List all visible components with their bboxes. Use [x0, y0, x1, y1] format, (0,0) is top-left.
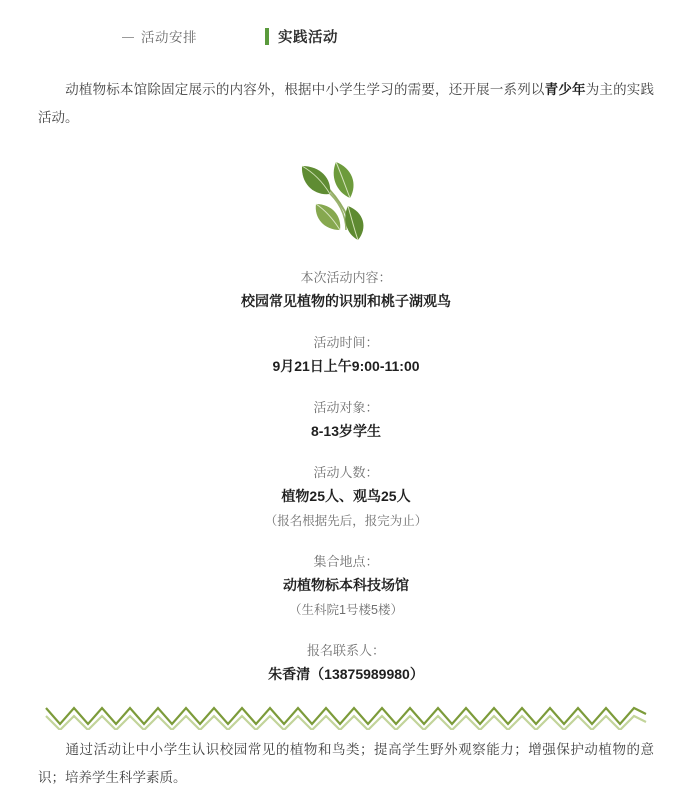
footer-paragraph	[0, 730, 692, 792]
info-label: 活动人数：	[313, 465, 379, 480]
info-value: 朱香清（13875989980）	[268, 666, 424, 682]
breadcrumb-label[interactable]: 活动安排	[141, 30, 197, 45]
activity-info-list	[0, 266, 692, 687]
page-title: 实践活动	[278, 29, 338, 46]
info-block	[0, 396, 692, 444]
info-value: 校园常见植物的识别和桃子湖观鸟	[241, 293, 451, 309]
footer-text-content: 通过活动让中小学生认识校园常见的植物和鸟类；提高学生野外观察能力；增强保护动植物的意识；培养学生科学素质。	[38, 742, 654, 785]
info-block	[0, 639, 692, 687]
info-label: 活动对象：	[313, 400, 379, 415]
intro-text-part2: 为主的实践活动。	[38, 82, 655, 125]
info-value: 植物25人、观鸟25人	[281, 488, 411, 504]
zigzag-divider	[0, 704, 692, 730]
intro-text-part1: 动植物标本馆除固定展示的内容外，根据中小学生学习的需要，还开展一系列以	[65, 82, 545, 97]
info-label: 活动时间：	[313, 335, 379, 350]
section-accent-bar	[265, 28, 269, 45]
info-block	[0, 266, 692, 314]
leaf-branch-icon	[286, 160, 406, 256]
info-note: （生科院1号楼5楼）	[289, 603, 403, 617]
illustration-container	[0, 158, 692, 258]
info-block	[0, 331, 692, 379]
page-header	[0, 0, 692, 54]
breadcrumb-dash-icon	[122, 37, 134, 38]
intro-highlight: 青少年	[544, 82, 586, 97]
intro-paragraph	[0, 54, 692, 132]
info-label: 集合地点：	[313, 554, 379, 569]
info-value: 动植物标本科技场馆	[283, 577, 409, 593]
info-value: 9月21日上午9:00-11:00	[272, 358, 420, 374]
info-note: （报名根据先后，报完为止）	[264, 514, 428, 528]
info-label: 本次活动内容：	[300, 270, 392, 285]
info-block	[0, 550, 692, 622]
info-value: 8-13岁学生	[310, 423, 382, 439]
info-block	[0, 461, 692, 533]
info-label: 报名联系人：	[306, 643, 385, 658]
